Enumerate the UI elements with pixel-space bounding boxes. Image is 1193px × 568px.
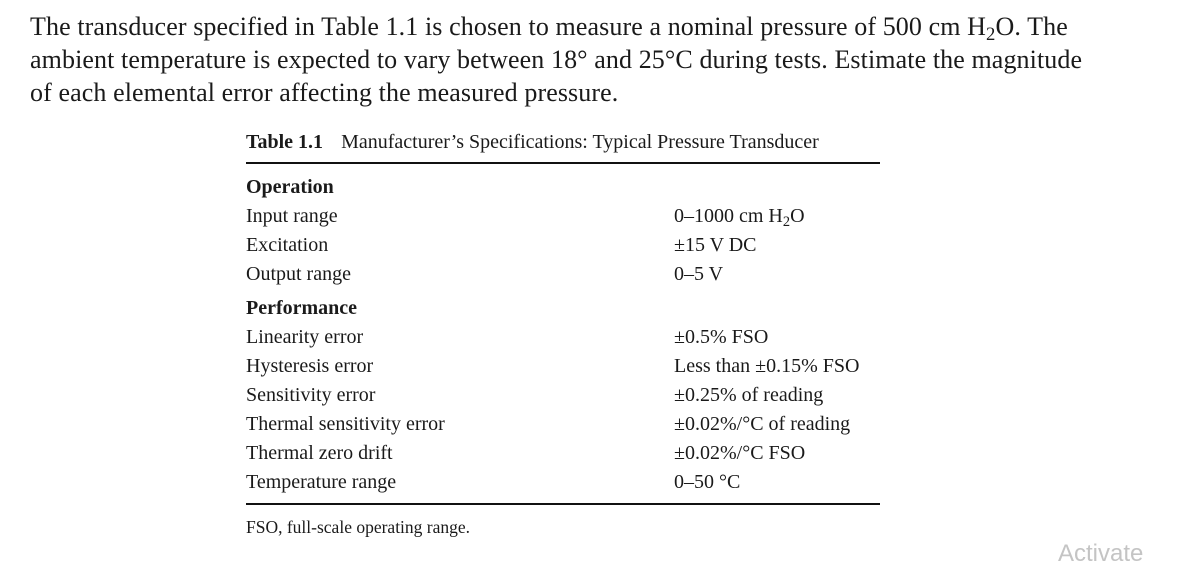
param-value: ±0.5% FSO bbox=[674, 326, 769, 348]
problem-line-2: ambient temperature is expected to vary between 18° and 25°C during tests. Estimate the magnitude bbox=[30, 45, 1083, 74]
table-row bbox=[246, 410, 880, 439]
param-value: ±15 V DC bbox=[674, 234, 757, 256]
problem-line-3: of each elemental error affecting the measured pressure. bbox=[30, 78, 619, 107]
param-value: 0–50 °C bbox=[674, 471, 741, 493]
table-number: Table 1.1 bbox=[246, 131, 324, 153]
value-text-end: O bbox=[790, 205, 805, 227]
section-heading-operation: Operation bbox=[246, 176, 334, 198]
specifications-table bbox=[246, 126, 880, 539]
activate-windows-watermark: Activate bbox=[1058, 540, 1144, 567]
param-value: 0–5 V bbox=[674, 263, 724, 285]
table-row bbox=[246, 323, 880, 352]
param-value: ±0.25% of reading bbox=[674, 384, 824, 406]
subscript: 2 bbox=[782, 214, 791, 231]
param-label: Thermal sensitivity error bbox=[246, 413, 445, 435]
param-value: ±0.02%/°C FSO bbox=[674, 442, 806, 464]
subscript: 2 bbox=[986, 24, 996, 46]
param-label: Thermal zero drift bbox=[246, 442, 393, 464]
param-label: Input range bbox=[246, 205, 338, 227]
problem-line-1-end: O. The bbox=[995, 12, 1068, 41]
section-heading-performance: Performance bbox=[246, 297, 358, 319]
table-row bbox=[246, 381, 880, 410]
param-value: ±0.02%/°C of reading bbox=[674, 413, 851, 435]
problem-statement bbox=[30, 10, 1170, 109]
value-text: 0–1000 cm H bbox=[674, 205, 783, 227]
param-label: Hysteresis error bbox=[246, 355, 374, 377]
param-label: Linearity error bbox=[246, 326, 364, 348]
param-label: Excitation bbox=[246, 234, 329, 256]
table-title: Manufacturer’s Specifications: Typical Pressure Transducer bbox=[341, 131, 819, 153]
table-row bbox=[246, 202, 880, 231]
param-label: Sensitivity error bbox=[246, 384, 376, 406]
problem-line-1-text: The transducer specified in Table 1.1 is chosen to measure a nominal pressure of 500 cm H bbox=[30, 12, 987, 41]
table-bottom-rule bbox=[246, 503, 880, 505]
param-label: Temperature range bbox=[246, 471, 397, 493]
table-footnote: FSO, full-scale operating range. bbox=[246, 517, 471, 537]
table-row bbox=[246, 352, 880, 381]
param-label: Output range bbox=[246, 263, 351, 285]
param-value bbox=[674, 202, 880, 231]
table-row bbox=[246, 468, 880, 497]
param-value: Less than ±0.15% FSO bbox=[674, 355, 860, 377]
problem-line-1 bbox=[30, 10, 1170, 46]
table-caption bbox=[246, 126, 880, 160]
table-body bbox=[246, 164, 880, 497]
table-row bbox=[246, 439, 880, 468]
table-row bbox=[246, 260, 880, 289]
table-row bbox=[246, 231, 880, 260]
